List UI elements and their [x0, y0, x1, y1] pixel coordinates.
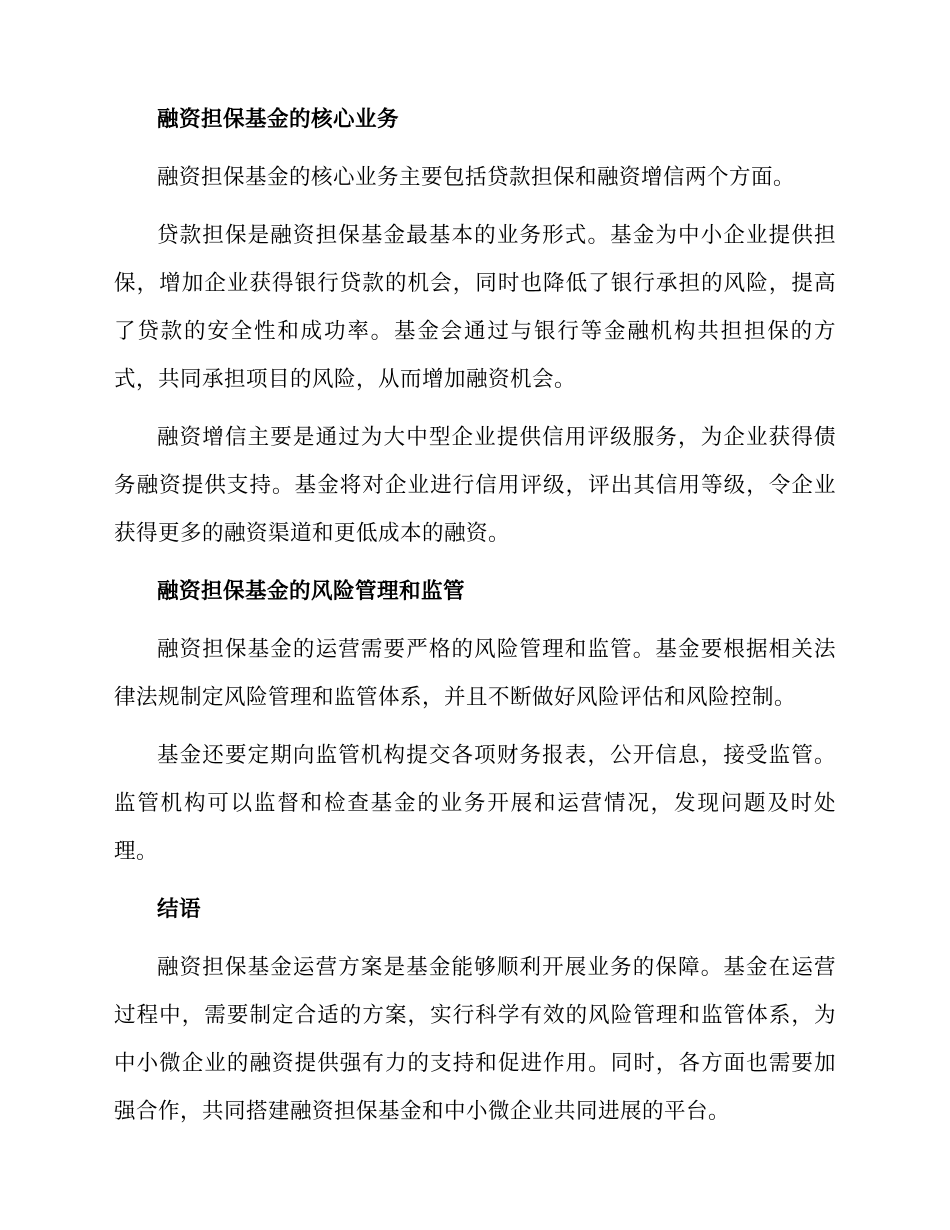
section-heading-risk-management: 融资担保基金的风险管理和监管: [157, 579, 466, 604]
paragraph-risk-management: 融资担保基金的运营需要严格的风险管理和监管。基金要根据相关法律法规制定风险管理和监管体系，并且不断做好风险评估和风险控制。: [114, 637, 836, 710]
paragraph-credit-enhancement: 融资增信主要是通过为大中型企业提供信用评级服务，为企业获得债务融资提供支持。基金将对企业进行信用评级，评出其信用等级，令企业获得更多的融资渠道和更低成本的融资。: [114, 425, 836, 546]
section-heading-core-business: 融资担保基金的核心业务: [157, 107, 400, 132]
paragraph-conclusion: 融资担保基金运营方案是基金能够顺利开展业务的保障。基金在运营过程中，需要制定合适的方案，实行科学有效的风险管理和监管体系，为中小微企业的融资提供强有力的支持和促进作用。同时，各方面也需要加强合作，共同搭建融资担保基金和中小微企业共同进展的平台。: [114, 955, 836, 1124]
section-heading-conclusion: 结语: [157, 897, 202, 922]
paragraph-core-business-intro: 融资担保基金的核心业务主要包括贷款担保和融资增信两个方面。: [157, 165, 796, 190]
paragraph-loan-guarantee: 贷款担保是融资担保基金最基本的业务形式。基金为中小企业提供担保，增加企业获得银行贷款的机会，同时也降低了银行承担的风险，提高了贷款的安全性和成功率。基金会通过与银行等金融机构共担担保的方式，共同承担项目的风险，从而增加融资机会。: [114, 223, 836, 392]
paragraph-regulatory-reporting: 基金还要定期向监管机构提交各项财务报表，公开信息，接受监管。监管机构可以监督和检查基金的业务开展和运营情况，发现问题及时处理。: [114, 743, 836, 864]
